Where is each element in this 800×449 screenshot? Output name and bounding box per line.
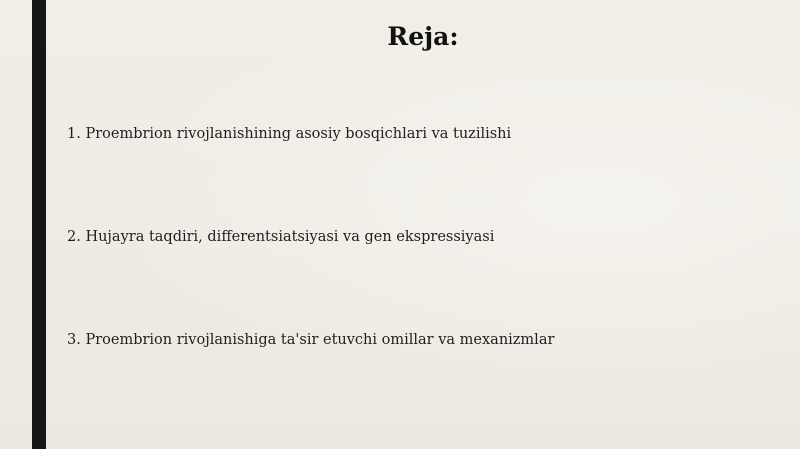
plan-item-3: 3. Proembrion rivojlanishiga ta'sir etuvchi omillar va mexanizmlar bbox=[67, 332, 555, 348]
plan-item-1: 1. Proembrion rivojlanishining asosiy bosqichlari va tuzilishi bbox=[67, 126, 512, 142]
accent-bar bbox=[32, 0, 46, 449]
plan-item-2: 2. Hujayra taqdiri, differentsiatsiyasi va gen ekspressiyasi bbox=[67, 229, 495, 245]
slide-title: Reja: bbox=[387, 22, 459, 51]
